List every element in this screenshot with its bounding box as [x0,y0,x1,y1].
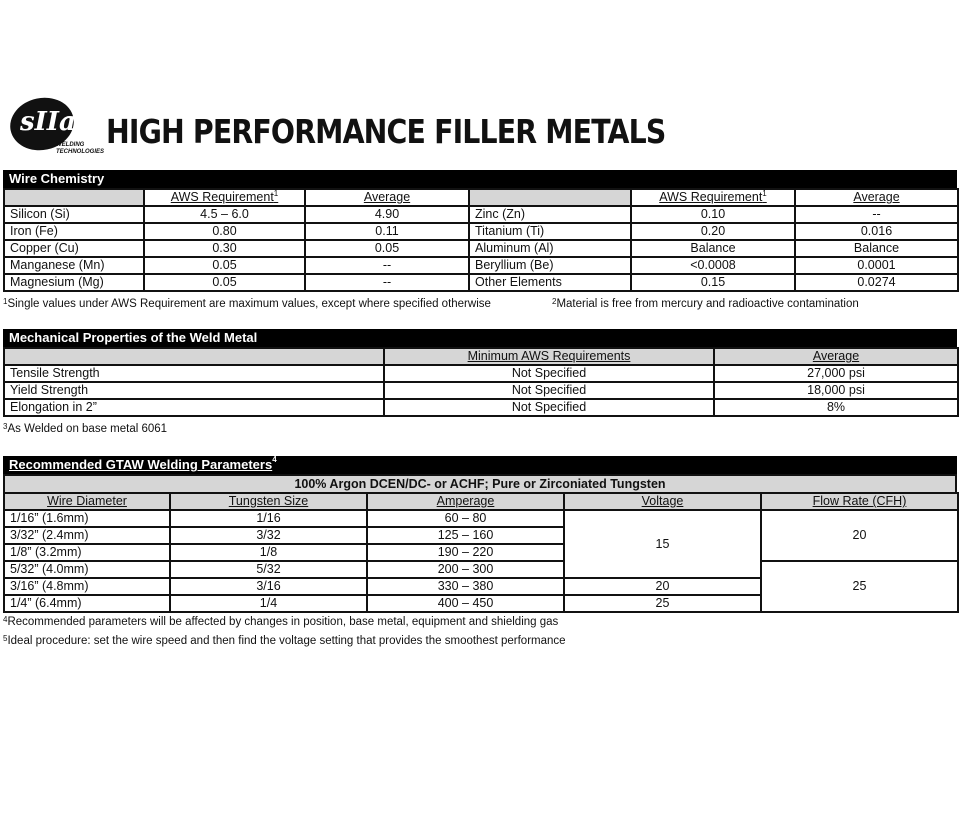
aws-value: <0.0008 [631,257,795,274]
header-average: Average [714,348,958,365]
header-voltage: Voltage [564,493,761,510]
wire-diameter: 3/32” (2.4mm) [4,527,170,544]
gtaw-parameters-section [3,456,957,613]
average-value: -- [305,257,469,274]
aws-value: 0.30 [144,240,305,257]
table-row [4,274,958,291]
wire-chemistry-section [3,170,957,292]
logo-subtext: WELDING TECHNOLOGIES [56,142,105,155]
table-row [4,223,958,240]
property-name: Yield Strength [4,382,384,399]
property-name: Tensile Strength [4,365,384,382]
tungsten-size: 3/16 [170,578,367,595]
average-value: -- [795,206,958,223]
amperage: 330 – 380 [367,578,564,595]
tungsten-size: 1/8 [170,544,367,561]
footnote-4: $^4$Recommended parameters will be affected by changes in position, base metal, equipment and shielding gas [3,615,559,628]
element-name: Titanium (Ti) [469,223,631,240]
wire-chemistry-title: Wire Chemistry [3,170,957,188]
table-row [4,240,958,257]
minimum-value: Not Specified [384,365,714,382]
table-row [4,257,958,274]
element-name: Aluminum (Al) [469,240,631,257]
header-average: Average [795,189,958,206]
average-value: 0.11 [305,223,469,240]
wire-diameter: 5/32” (4.0mm) [4,561,170,578]
header-flow-rate: Flow Rate (CFH) [761,493,958,510]
average-value: 0.05 [305,240,469,257]
footnote-1: $^1$Single values under AWS Requirement are maximum values, except where specified otherwise [3,297,491,310]
aws-value: 0.80 [144,223,305,240]
amperage: 400 – 450 [367,595,564,612]
mechanical-properties-table [3,347,959,417]
wire-diameter: 1/16” (1.6mm) [4,510,170,527]
average-value: Balance [795,240,958,257]
gtaw-parameters-title: Recommended GTAW Welding Parameters$^4$ [3,456,957,474]
wire-diameter: 1/4” (6.4mm) [4,595,170,612]
element-name: Zinc (Zn) [469,206,631,223]
company-logo [10,98,105,160]
minimum-value: Not Specified [384,382,714,399]
wire-diameter: 3/16” (4.8mm) [4,578,170,595]
mechanical-properties-section [3,329,957,417]
wire-diameter: 1/8” (3.2mm) [4,544,170,561]
gtaw-parameters-table [3,492,959,613]
property-name: Elongation in 2” [4,399,384,416]
wire-chemistry-table [3,188,959,292]
header-amperage: Amperage [367,493,564,510]
aws-value: 0.05 [144,257,305,274]
voltage: 25 [564,595,761,612]
aws-value: 0.15 [631,274,795,291]
header-tungsten-size: Tungsten Size [170,493,367,510]
page-title: HIGH PERFORMANCE FILLER METALS [106,112,666,151]
element-name: Silicon (Si) [4,206,144,223]
table-header-row [4,493,958,510]
logo-text: sIIa [20,107,76,137]
element-name: Manganese (Mn) [4,257,144,274]
aws-value: Balance [631,240,795,257]
header-aws-requirement: AWS Requirement$^1$ [144,189,305,206]
element-name: Other Elements [469,274,631,291]
table-header-row [4,189,958,206]
aws-value: 0.10 [631,206,795,223]
footnote-2: $^2$Material is free from mercury and radioactive contamination [552,297,859,310]
table-row [4,561,958,578]
flow-rate: 20 [761,510,958,561]
gtaw-subtitle: 100% Argon DCEN/DC- or ACHF; Pure or Zirconiated Tungsten [3,474,957,492]
header-wire-diameter: Wire Diameter [4,493,170,510]
table-row [4,399,958,416]
mechanical-properties-title: Mechanical Properties of the Weld Metal [3,329,957,347]
element-name: Copper (Cu) [4,240,144,257]
average-value: 18,000 psi [714,382,958,399]
header-minimum-aws: Minimum AWS Requirements [384,348,714,365]
average-value: 8% [714,399,958,416]
element-name: Beryllium (Be) [469,257,631,274]
element-name: Iron (Fe) [4,223,144,240]
table-row [4,206,958,223]
average-value: 4.90 [305,206,469,223]
amperage: 190 – 220 [367,544,564,561]
average-value: 0.0001 [795,257,958,274]
aws-value: 0.05 [144,274,305,291]
footnote-5: $^5$Ideal procedure: set the wire speed and then find the voltage setting that provides the smoothest performance [3,634,566,647]
footnote-3: $^3$As Welded on base metal 6061 [3,422,168,435]
amperage: 200 – 300 [367,561,564,578]
average-value: 27,000 psi [714,365,958,382]
aws-value: 4.5 – 6.0 [144,206,305,223]
tungsten-size: 5/32 [170,561,367,578]
voltage: 15 [564,510,761,578]
blank-header-cell [4,348,384,365]
amperage: 60 – 80 [367,510,564,527]
blank-header-cell [4,189,144,206]
table-row [4,510,958,527]
flow-rate: 25 [761,561,958,612]
voltage: 20 [564,578,761,595]
aws-value: 0.20 [631,223,795,240]
header-aws-requirement: AWS Requirement$^1$ [631,189,795,206]
element-name: Magnesium (Mg) [4,274,144,291]
tungsten-size: 1/4 [170,595,367,612]
average-value: 0.016 [795,223,958,240]
blank-header-cell [469,189,631,206]
header-average: Average [305,189,469,206]
table-row [4,365,958,382]
table-header-row [4,348,958,365]
amperage: 125 – 160 [367,527,564,544]
table-row [4,382,958,399]
minimum-value: Not Specified [384,399,714,416]
tungsten-size: 3/32 [170,527,367,544]
average-value: 0.0274 [795,274,958,291]
tungsten-size: 1/16 [170,510,367,527]
average-value: -- [305,274,469,291]
